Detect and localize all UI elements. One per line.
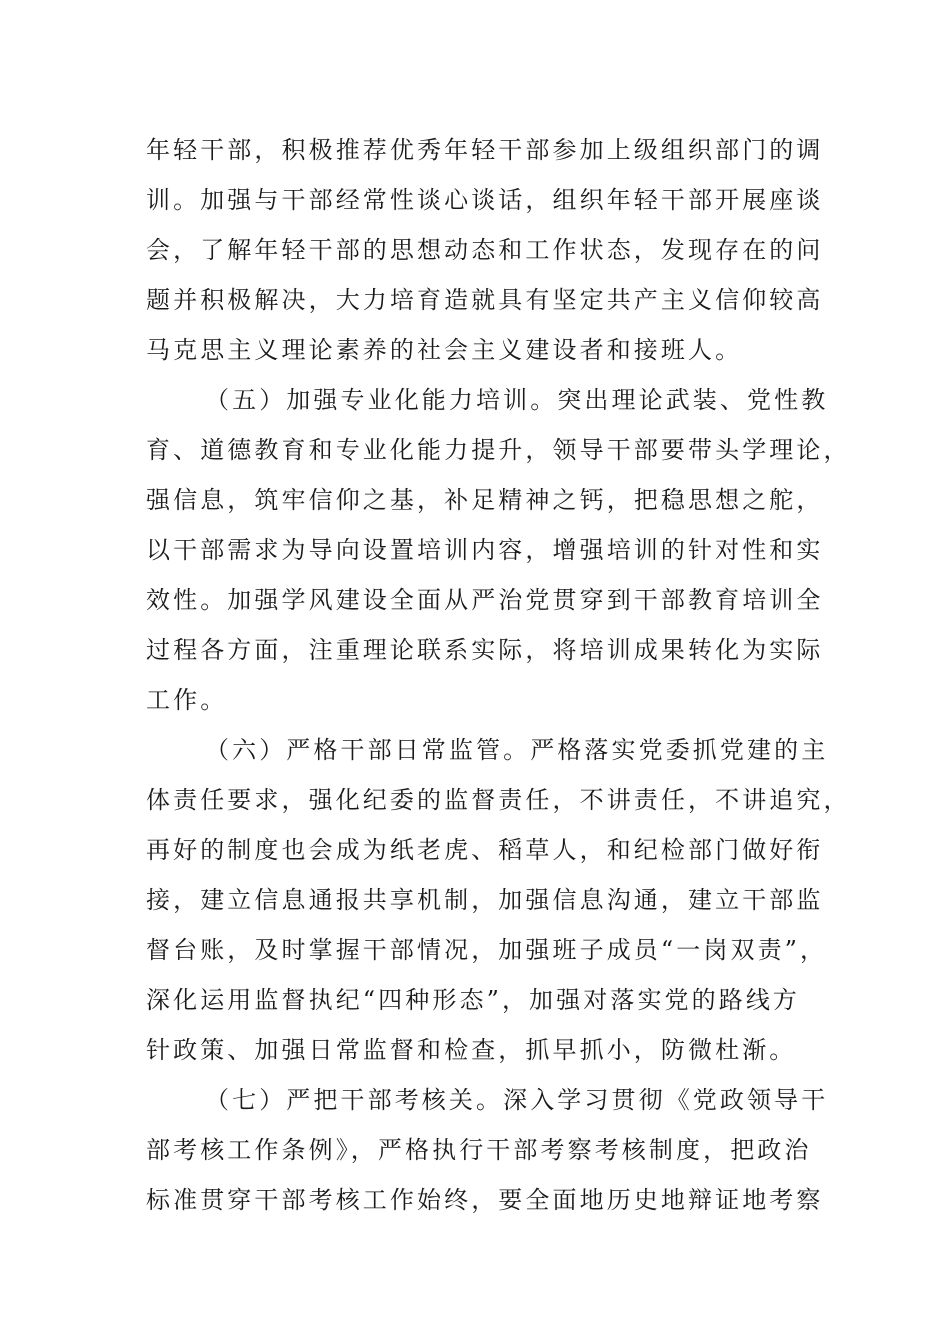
body-line: 标准贯穿干部考核工作始终，要全面地历史地辩证地考察 — [146, 1186, 824, 1214]
body-line: 再好的制度也会成为纸老虎、稻草人，和纪检部门做好衔 — [146, 836, 824, 864]
section-heading-5: （五）加强专业化能力培训。突出理论武装、党性教 — [205, 386, 829, 414]
body-line: 针政策、加强日常监督和检查，抓早抓小，防微杜渐。 — [146, 1036, 797, 1064]
body-line: 部考核工作条例》，严格执行干部考察考核制度，把政治 — [146, 1136, 812, 1164]
body-line: 深化运用监督执纪“四种形态”，加强对落实党的路线方 — [146, 986, 801, 1014]
body-line: 过程各方面，注重理论联系实际，将培训成果转化为实际 — [146, 636, 824, 664]
body-line: 年轻干部，积极推荐优秀年轻干部参加上级组织部门的调 — [146, 136, 824, 164]
body-line: 育、道德教育和专业化能力提升，领导干部要带头学理论， — [146, 436, 851, 464]
body-line: 会，了解年轻干部的思想动态和工作状态，发现存在的问 — [146, 236, 824, 264]
body-line: 体责任要求，强化纪委的监督责任，不讲责任，不讲追究， — [146, 786, 851, 814]
section-heading-7: （七）严把干部考核关。深入学习贯彻《党政领导干 — [205, 1086, 829, 1114]
body-line: 工作。 — [146, 686, 228, 714]
body-line: 强信息，筑牢信仰之基，补足精神之钙，把稳思想之舵， — [146, 486, 824, 514]
body-line: 效性。加强学风建设全面从严治党贯穿到干部教育培训全 — [146, 586, 824, 614]
body-line: 督台账，及时掌握干部情况，加强班子成员“一岗双责”， — [146, 936, 828, 964]
body-line: 题并积极解决，大力培育造就具有坚定共产主义信仰较高 — [146, 286, 824, 314]
body-line: 马克思主义理论素养的社会主义建设者和接班人。 — [146, 336, 743, 364]
body-line: 训。加强与干部经常性谈心谈话，组织年轻干部开展座谈 — [146, 186, 824, 214]
body-line: 接，建立信息通报共享机制，加强信息沟通，建立干部监 — [146, 886, 824, 914]
body-line: 以干部需求为导向设置培训内容，增强培训的针对性和实 — [146, 536, 824, 564]
section-heading-6: （六）严格干部日常监管。严格落实党委抓党建的主 — [205, 736, 829, 764]
